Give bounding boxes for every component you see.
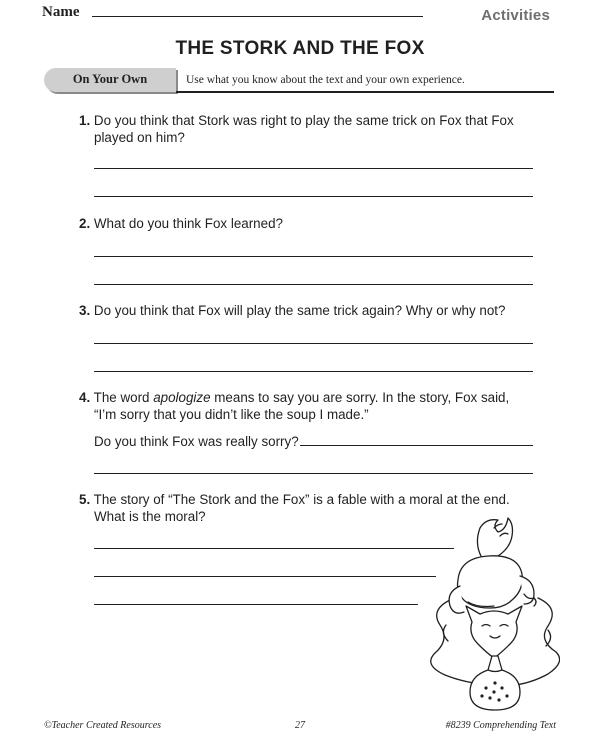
answer-line[interactable] <box>94 576 436 577</box>
section-header-label: Activities <box>481 7 550 24</box>
fox-jar-illustration <box>420 510 560 715</box>
question-text: Do you think that Stork was right to play the same trick on Fox that Fox <box>93 113 514 128</box>
question-2 <box>79 215 283 232</box>
fox-tail <box>477 518 512 559</box>
question-text: The story of “The Stork and the Fox” is a fable with a moral at the end. <box>93 492 510 507</box>
name-write-line[interactable] <box>92 16 423 17</box>
question-4 <box>79 389 509 406</box>
section-rule <box>176 91 554 93</box>
question-text: The word <box>93 390 154 405</box>
question-text: Do you think that Fox will play the same trick again? Why or why not? <box>93 303 506 318</box>
answer-line[interactable] <box>94 548 454 549</box>
answer-line[interactable] <box>94 343 533 344</box>
name-label: Name <box>42 4 80 20</box>
page-title: THE STORK AND THE FOX <box>175 38 425 59</box>
question-3 <box>79 302 505 319</box>
footer-page-number: 27 <box>295 720 305 731</box>
question-text-cont: played on him? <box>94 130 185 145</box>
footer-publisher: ©Teacher Created Resources <box>44 720 162 731</box>
question-number: 4. <box>79 390 91 405</box>
answer-line[interactable] <box>94 196 533 197</box>
fox-body <box>458 556 523 608</box>
question-number: 5. <box>79 492 91 507</box>
footer-book: #8239 Comprehending Text <box>445 720 556 731</box>
section-tab-label: On Your Own <box>72 72 148 86</box>
question-text: means to say you are sorry. In the story, Fox said, <box>210 390 510 405</box>
question-number: 1. <box>79 113 91 128</box>
question-text-cont: “I’m sorry that you didn’t like the soup I made.” <box>94 407 369 422</box>
fox-head <box>466 606 522 658</box>
question-1 <box>79 112 514 129</box>
answer-line[interactable] <box>94 284 533 285</box>
sub-prompt: Do you think Fox was really sorry? <box>94 434 299 449</box>
instructions: Use what you know about the text and your own experience. <box>186 74 465 86</box>
answer-line[interactable] <box>94 371 533 372</box>
question-5 <box>79 491 510 508</box>
question-text-cont: What is the moral? <box>94 509 206 524</box>
question-text: What do you think Fox learned? <box>93 216 283 231</box>
fox-leg <box>520 576 534 604</box>
emphasized-word: apologize <box>153 390 211 405</box>
answer-line[interactable] <box>300 445 533 446</box>
answer-line[interactable] <box>94 604 418 605</box>
question-number: 2. <box>79 216 91 231</box>
answer-line[interactable] <box>94 473 533 474</box>
answer-line[interactable] <box>94 168 533 169</box>
question-number: 3. <box>79 303 91 318</box>
answer-line[interactable] <box>94 256 533 257</box>
